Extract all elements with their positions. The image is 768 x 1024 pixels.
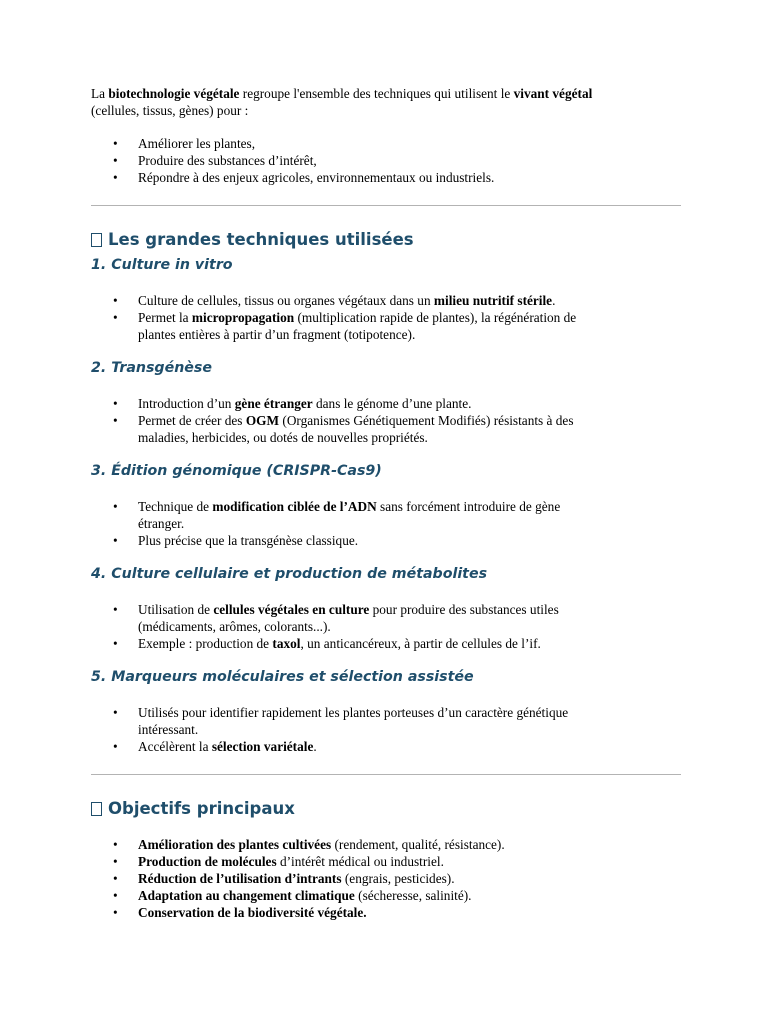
- bullet-dot: •: [113, 854, 118, 869]
- emoji-placeholder-icon: [91, 233, 102, 247]
- divider: [91, 774, 681, 775]
- list-bold: micropropagation: [191, 310, 295, 325]
- objectifs-list: [91, 836, 681, 921]
- intro-bold-vivant: vivant végétal: [513, 86, 593, 101]
- list-item: [91, 135, 681, 152]
- metabolites-list: [91, 601, 681, 652]
- intro-bold-biotechnologie: biotechnologie végétale: [108, 86, 240, 101]
- bullet-dot: •: [113, 871, 118, 886]
- list-item-text: Répondre à des enjeux agricoles, environnementaux ou industriels.: [138, 170, 495, 185]
- bullet-dot: •: [113, 705, 118, 720]
- bullet-dot: •: [113, 888, 118, 903]
- list-text: (médicaments, arômes, colorants...).: [138, 619, 331, 634]
- bullet-dot: •: [113, 739, 118, 754]
- divider: [91, 205, 681, 206]
- list-text: d’intérêt médical ou industriel.: [276, 854, 444, 869]
- emoji-placeholder-icon: [91, 802, 102, 816]
- document-page: [91, 85, 681, 921]
- list-bold: Conservation de la biodiversité végétale.: [138, 905, 367, 920]
- intro-paragraph: [91, 85, 681, 119]
- list-item: [91, 152, 681, 169]
- list-item: [91, 309, 681, 343]
- list-item-text: Produire des substances d’intérêt,: [138, 153, 317, 168]
- list-item: [91, 836, 681, 853]
- list-text: maladies, herbicides, ou dotés de nouvelles propriétés.: [138, 430, 428, 445]
- list-text: Permet de créer des: [138, 413, 246, 428]
- list-item-text: Améliorer les plantes,: [138, 136, 256, 151]
- list-bold: Production de molécules: [138, 854, 277, 869]
- list-text: sans forcément introduire de gène: [376, 499, 561, 514]
- list-text: dans le génome d’une plante.: [312, 396, 472, 411]
- list-text: Exemple : production de: [138, 636, 273, 651]
- list-text: (multiplication rapide de plantes), la régénération de: [294, 310, 577, 325]
- list-item: [91, 870, 681, 887]
- section-heading-text: Les grandes techniques utilisées: [108, 230, 414, 249]
- list-text: (engrais, pesticides).: [341, 871, 455, 886]
- list-text: étranger.: [138, 516, 185, 531]
- section-heading-techniques: [91, 229, 681, 251]
- list-bold: gène étranger: [234, 396, 313, 411]
- list-text: Technique de: [138, 499, 213, 514]
- list-item: [91, 292, 681, 309]
- list-text: (Organismes Génétiquement Modifiés) résistants à des: [279, 413, 574, 428]
- list-text: Introduction d’un: [138, 396, 235, 411]
- bullet-dot: •: [113, 837, 118, 852]
- bullet-dot: •: [113, 413, 118, 428]
- list-bold: cellules végétales en culture: [213, 602, 370, 617]
- list-text: intéressant.: [138, 722, 199, 737]
- list-bold: OGM: [245, 413, 280, 428]
- bullet-dot: •: [113, 533, 118, 548]
- list-item: [91, 412, 681, 446]
- list-item: [91, 887, 681, 904]
- culture-list: [91, 292, 681, 343]
- list-text: , un anticancéreux, à partir de cellules de l’if.: [300, 636, 541, 651]
- list-bold: milieu nutritif stérile: [433, 293, 553, 308]
- list-item: [91, 853, 681, 870]
- list-bold: sélection variétale: [211, 739, 314, 754]
- bullet-dot: •: [113, 499, 118, 514]
- list-item: [91, 395, 681, 412]
- subheading-crispr: 3. Édition génomique (CRISPR-Cas9): [91, 463, 382, 479]
- list-text: (rendement, qualité, résistance).: [331, 837, 505, 852]
- list-text: Permet la: [138, 310, 192, 325]
- list-text: .: [552, 293, 556, 308]
- list-item: [91, 532, 681, 549]
- bullet-dot: •: [113, 905, 118, 920]
- subheading-transgenese: 2. Transgénèse: [91, 360, 213, 376]
- list-bold: modification ciblée de l’ADN: [212, 499, 377, 514]
- intro-text-3: (cellules, tissus, gènes) pour :: [91, 103, 249, 118]
- section-heading-text: Objectifs principaux: [108, 799, 295, 818]
- list-text: .: [313, 739, 317, 754]
- crispr-list: [91, 498, 681, 549]
- list-text: Culture de cellules, tissus ou organes végétaux dans un: [138, 293, 434, 308]
- bullet-dot: •: [113, 636, 118, 651]
- bullet-dot: •: [113, 136, 118, 151]
- bullet-dot: •: [113, 153, 118, 168]
- list-bold: Réduction de l’utilisation d’intrants: [138, 871, 342, 886]
- bullet-dot: •: [113, 310, 118, 325]
- list-item: [91, 169, 681, 186]
- list-item: [91, 738, 681, 755]
- bullet-dot: •: [113, 602, 118, 617]
- bullet-dot: •: [113, 170, 118, 185]
- list-item: [91, 601, 681, 635]
- subheading-culture-in-vitro: 1. Culture in vitro: [91, 257, 233, 273]
- list-bold: Amélioration des plantes cultivées: [138, 837, 332, 852]
- bullet-dot: •: [113, 293, 118, 308]
- section-heading-objectifs: [91, 798, 681, 820]
- list-bold: taxol: [272, 636, 301, 651]
- list-bold: Adaptation au changement climatique: [138, 888, 355, 903]
- list-text: Utilisés pour identifier rapidement les plantes porteuses d’un caractère génétique: [138, 705, 569, 720]
- list-item: [91, 704, 681, 738]
- list-item: [91, 498, 681, 532]
- subheading-metabolites: 4. Culture cellulaire et production de métabolites: [91, 566, 488, 582]
- intro-text-1: La: [91, 86, 109, 101]
- transgenese-list: [91, 395, 681, 446]
- list-text: Accélèrent la: [138, 739, 212, 754]
- list-text: Utilisation de: [138, 602, 214, 617]
- bullet-dot: •: [113, 396, 118, 411]
- intro-list: [91, 135, 681, 186]
- marqueurs-list: [91, 704, 681, 755]
- list-text: (sécheresse, salinité).: [354, 888, 472, 903]
- list-text: pour produire des substances utiles: [369, 602, 559, 617]
- list-text: Plus précise que la transgénèse classique.: [138, 533, 359, 548]
- subheading-marqueurs: 5. Marqueurs moléculaires et sélection assistée: [91, 669, 474, 685]
- intro-text-2: regroupe l'ensemble des techniques qui utilisent le: [239, 86, 514, 101]
- list-item: [91, 635, 681, 652]
- list-text: plantes entières à partir d’un fragment (totipotence).: [138, 327, 416, 342]
- list-item: [91, 904, 681, 921]
